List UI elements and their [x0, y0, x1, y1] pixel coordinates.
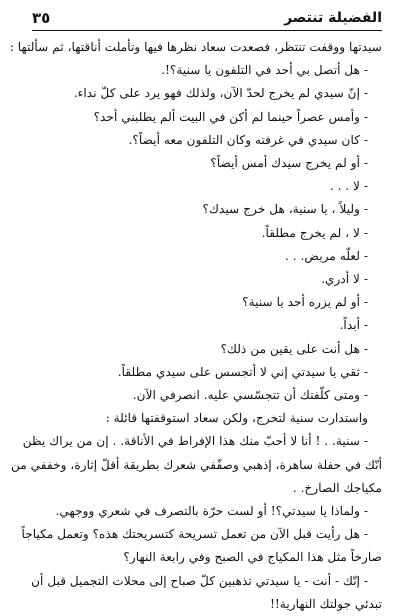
- dialogue-line: - سنية. . ! أنا لا أحبّ منك هذا الإفراط في الأناقة. . إن من يراك يظن: [22, 434, 368, 449]
- text-line: أنّك في حفلة ساهرة، إذهبي وصفّفي شعرك بطريقة أقلّ إثارة، وخففي من: [10, 457, 382, 472]
- dialogue-line: - ثقي يا سيدتي إني لا أتجسس على سيدي مطلقاً.: [117, 364, 368, 379]
- dialogue-line: - كان سيدي في غرفته وكان التلفون معه أيضاً؟.: [128, 132, 368, 147]
- dialogue-line: - ومتى كلّفتك أن تتجسّسي عليه. انصرفي الآن.: [132, 388, 368, 403]
- dialogue-line: - إنّك - أنت - يا سيدتي تذهبين كلّ صباح إلى محلات التجميل قبل أن: [31, 573, 368, 588]
- dialogue-line: - لعلّه مريض. . .: [285, 248, 368, 263]
- dialogue-line: - وليلاً ، يا سنية، هل خرج سيدك؟: [202, 202, 368, 217]
- dialogue-line: - هل رأيت قبل الآن من تعمل تسريحة كتسريحتك هذه؟ وتعمل مكياجاً: [21, 527, 368, 542]
- dialogue-line: - ولماذا يا سيدتي؟! أو لست حرّة بالتصرف في شعري ووجهي.: [55, 504, 368, 519]
- dialogue-line: - أبداً.: [339, 318, 368, 333]
- dialogue-line: - هل أتصل بي أحد في التلفون يا سنية؟!.: [161, 63, 368, 78]
- dialogue-line: - وأمس عصراً حينما لم أكن في البيت ألم يطلبني أحد؟: [93, 109, 368, 124]
- dialogue-line: - هل أنت على يقين من ذلك؟: [220, 341, 368, 356]
- dialogue-line: - أو لم يزره أحد يا سنية؟: [242, 295, 368, 310]
- running-title: الفضيلة تنتصر: [284, 10, 382, 26]
- dialogue-line: - إنّ سيدي لم يخرج لحدّ الآن، ولذلك فهو يرد على كلّ نداء.: [73, 86, 368, 101]
- text-line: سيدتها ووقفت تنتظر، فصعدت سعاد نظرها فيها وتأملت أناقتها، ثم سألتها :: [9, 40, 382, 54]
- dialogue-line: - لا أدري.: [321, 272, 368, 287]
- dialogue-line: - لا . . .: [329, 179, 368, 194]
- body-text: [9, 36, 382, 616]
- running-header: [32, 8, 382, 31]
- page-number: ٣٥: [32, 9, 51, 27]
- dialogue-line: - لا ، لم يخرج مطلقاً.: [261, 225, 368, 240]
- text-line: تبدئي جولتك النهارية!!: [270, 596, 382, 611]
- dialogue-line: - أو لم يخرج سيدك أمس أيضاً؟: [210, 156, 368, 171]
- text-line: مكياجك الصارخ. .: [292, 480, 382, 495]
- text-line: صارخاً مثل هذا المكياج في الصبح وفي رابعة النهار؟: [123, 550, 382, 565]
- narration-line: واستدارت سنية لتخرج، ولكن سعاد استوقفتها قائلة :: [105, 411, 368, 426]
